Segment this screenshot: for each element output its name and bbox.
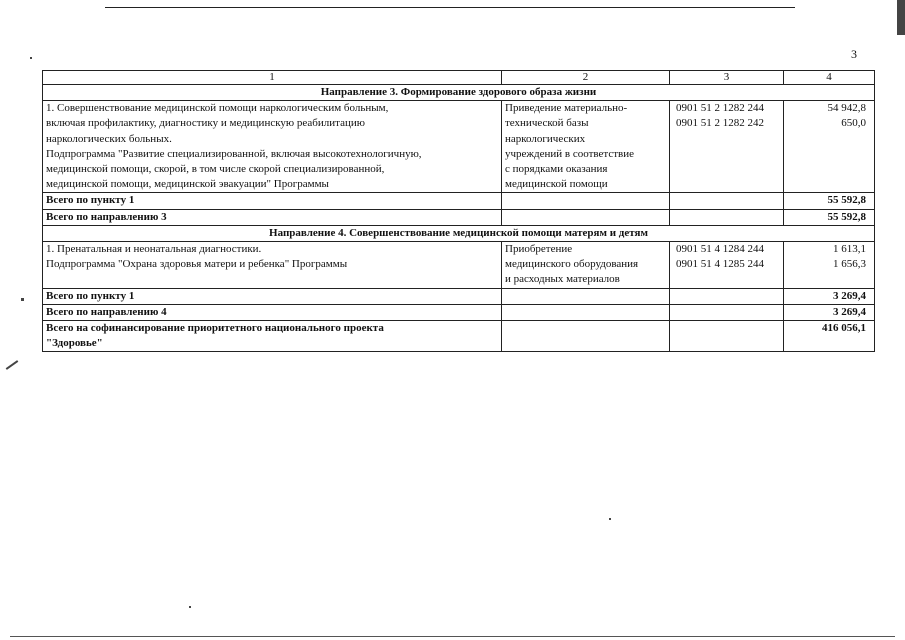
empty-cell <box>502 209 670 225</box>
total-value: 55 592,8 <box>784 209 875 225</box>
grand-total-value: 416 056,1 <box>784 321 875 352</box>
total-label: Всего по направлению 4 <box>43 304 502 320</box>
scan-bottom-line <box>10 636 895 637</box>
total-value: 3 269,4 <box>784 304 875 320</box>
column-number-row <box>43 71 875 85</box>
budget-codes: 0901 51 4 1284 244 0901 51 4 1285 244 <box>670 242 784 289</box>
column-number-4: 4 <box>784 71 875 85</box>
total-row <box>43 193 875 209</box>
total-label: Всего по пункту 1 <box>43 288 502 304</box>
item-purpose: Приобретение медицинского оборудования и расходных материалов <box>502 242 670 289</box>
column-number-3: 3 <box>670 71 784 85</box>
empty-cell <box>670 193 784 209</box>
budget-table <box>42 70 875 352</box>
amounts: 1 613,1 1 656,3 <box>784 242 875 289</box>
empty-cell <box>502 304 670 320</box>
table-row <box>43 101 875 193</box>
total-value: 55 592,8 <box>784 193 875 209</box>
section-header-row <box>43 225 875 241</box>
scan-speck <box>30 57 32 59</box>
empty-cell <box>502 321 670 352</box>
empty-cell <box>670 304 784 320</box>
scan-speck <box>189 606 191 608</box>
total-row <box>43 288 875 304</box>
column-number-1: 1 <box>43 71 502 85</box>
empty-cell <box>502 193 670 209</box>
item-description: 1. Совершенствование медицинской помощи наркологическим больным, включая профилактику, диагностику и медицинскую реабилитацию наркологических больных. Подпрограмма "Развитие специализированной, включая высокотехнологичную, медицинской помощи, скорой, в том числе скорой специализированной, медицинской помощи, медицинской эвакуации" Программы <box>43 101 502 193</box>
total-row <box>43 304 875 320</box>
empty-cell <box>670 209 784 225</box>
direction3-title: Направление 3. Формирование здорового образа жизни <box>43 85 875 101</box>
page-number: 3 <box>851 47 857 61</box>
direction4-title: Направление 4. Совершенствование медицинской помощи матерям и детям <box>43 225 875 241</box>
item-purpose: Приведение материально- технической базы наркологических учреждений в соответствие с порядками оказания медицинской помощи <box>502 101 670 193</box>
grand-total-row <box>43 321 875 352</box>
total-row <box>43 209 875 225</box>
amounts: 54 942,8 650,0 <box>784 101 875 193</box>
budget-codes: 0901 51 2 1282 244 0901 51 2 1282 242 <box>670 101 784 193</box>
grand-total-label: Всего на софинансирование приоритетного национального проекта "Здоровье" <box>43 321 502 352</box>
scan-speck <box>21 298 24 301</box>
section-header-row <box>43 85 875 101</box>
column-number-2: 2 <box>502 71 670 85</box>
total-label: Всего по направлению 3 <box>43 209 502 225</box>
scan-top-line <box>105 7 795 8</box>
table-row <box>43 242 875 289</box>
scan-right-edge <box>897 0 905 35</box>
empty-cell <box>670 321 784 352</box>
empty-cell <box>502 288 670 304</box>
total-label: Всего по пункту 1 <box>43 193 502 209</box>
scan-speck <box>6 360 19 370</box>
total-value: 3 269,4 <box>784 288 875 304</box>
scan-speck <box>609 518 611 520</box>
item-description: 1. Пренатальная и неонатальная диагностики. Подпрограмма "Охрана здоровья матери и ребенка" Программы <box>43 242 502 289</box>
empty-cell <box>670 288 784 304</box>
